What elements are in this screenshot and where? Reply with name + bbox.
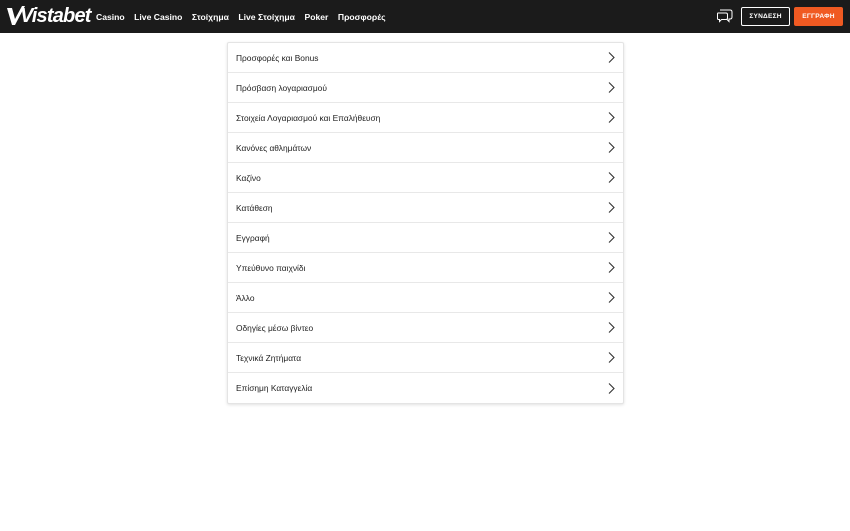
list-item-label: Κατάθεση xyxy=(236,202,273,213)
help-topic-account-access[interactable] xyxy=(228,73,623,103)
list-item-label: Προσφορές και Bonus xyxy=(236,52,319,63)
top-navigation-bar xyxy=(0,0,850,33)
help-topic-official-complaint[interactable] xyxy=(228,373,623,403)
help-topic-video-guides[interactable] xyxy=(228,313,623,343)
help-topic-technical-issues[interactable] xyxy=(228,343,623,373)
list-item-label: Καζίνο xyxy=(236,172,261,183)
list-item-label: Εγγραφή xyxy=(236,232,270,243)
chat-bubbles-icon[interactable] xyxy=(717,9,733,23)
chevron-right-icon xyxy=(608,232,615,243)
nav-sports-betting[interactable]: Στοίχημα xyxy=(191,11,229,22)
chevron-right-icon xyxy=(608,142,615,153)
main-nav xyxy=(96,0,395,33)
chevron-right-icon xyxy=(608,52,615,63)
help-topic-sports-rules[interactable] xyxy=(228,133,623,163)
chevron-right-icon xyxy=(608,172,615,183)
chevron-right-icon xyxy=(608,292,615,303)
nav-poker[interactable]: Poker xyxy=(304,11,329,22)
help-topic-casino[interactable] xyxy=(228,163,623,193)
help-topic-deposit[interactable] xyxy=(228,193,623,223)
list-item-label: Κανόνες αθλημάτων xyxy=(236,142,312,153)
nav-casino[interactable]: Casino xyxy=(96,11,125,22)
vistabet-logo[interactable] xyxy=(7,5,91,27)
chevron-right-icon xyxy=(608,112,615,123)
list-item-label: Επίσημη Καταγγελία xyxy=(236,383,313,393)
chevron-right-icon xyxy=(608,352,615,363)
help-topic-offers-bonus[interactable] xyxy=(228,43,623,73)
nav-live-casino[interactable]: Live Casino xyxy=(134,11,183,22)
list-item-label: Υπεύθυνο παιχνίδι xyxy=(236,262,306,273)
login-button[interactable]: ΣΥΝΔΕΣΗ xyxy=(741,7,790,26)
chevron-right-icon xyxy=(608,262,615,273)
logo-text: Vistabet xyxy=(20,4,91,27)
list-item-label: Άλλο xyxy=(236,292,255,303)
nav-live-betting[interactable]: Live Στοίχημα xyxy=(238,11,295,22)
chevron-right-icon xyxy=(608,202,615,213)
list-item-label: Τεχνικά Ζητήματα xyxy=(236,352,302,363)
register-button[interactable]: ΕΓΓΡΑΦΗ xyxy=(794,7,843,26)
help-topic-registration[interactable] xyxy=(228,223,623,253)
chevron-right-icon xyxy=(608,82,615,93)
help-topic-account-details-verification[interactable] xyxy=(228,103,623,133)
nav-promotions[interactable]: Προσφορές xyxy=(337,11,386,22)
chevron-right-icon xyxy=(608,383,615,394)
chevron-right-icon xyxy=(608,322,615,333)
list-item-label: Στοιχεία Λογαριασμού και Επαλήθευση xyxy=(236,112,381,123)
list-item-label: Οδηγίες μέσω βίντεο xyxy=(236,322,314,333)
list-item-label: Πρόσβαση λογαριασμού xyxy=(236,82,327,93)
help-topic-other[interactable] xyxy=(228,283,623,313)
help-topic-responsible-gaming[interactable] xyxy=(228,253,623,283)
help-topics-list xyxy=(227,42,624,404)
